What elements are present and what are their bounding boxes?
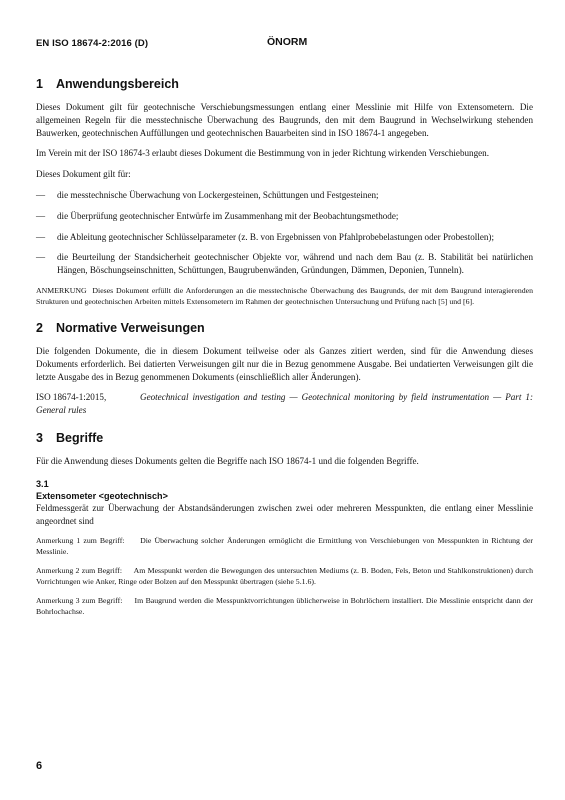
term-definition: Feldmessgerät zur Überwachung der Abstandsänderungen zwischen zwei oder mehreren Messpunkten, die entlang einer Messlinie angeordnet sind xyxy=(36,502,533,526)
term-note xyxy=(36,535,533,557)
dash-bullet: — xyxy=(36,210,46,221)
section-number: 2 xyxy=(36,320,43,335)
list-item: — die Überprüfung geotechnischer Entwürfe im Zusammenhang mit der Beobachtungsmethode; xyxy=(36,210,399,221)
paragraph: Für die Anwendung dieses Dokuments gelten die Begriffe nach ISO 18674-1 und die folgenden Begriffe. xyxy=(36,455,419,466)
term-note-text: Im Baugrund werden die Messpunktvorrichtungen üblicherweise in Bohrlöchern installiert. Die Messlinie entspricht dann der Bohrlochachse. xyxy=(36,596,533,617)
term-number: 3.1 xyxy=(36,478,49,489)
page-number: 6 xyxy=(36,760,43,772)
dash-bullet: — xyxy=(36,252,46,263)
section-3-heading xyxy=(36,431,533,445)
term-note xyxy=(36,595,533,617)
section-title: Normative Verweisungen xyxy=(56,320,205,335)
term: Extensometer <geotechnisch> xyxy=(36,490,168,501)
document-id: EN ISO 18674-2:2016 (D) xyxy=(36,38,149,49)
reference-title: Geotechnical investigation and testing — Geotechnical monitoring by field instrumentation — Part 1: General rules xyxy=(36,392,533,416)
section-title: Begriffe xyxy=(56,430,104,445)
dash-bullet: — xyxy=(36,189,46,200)
section-title: Anwendungsbereich xyxy=(56,77,179,91)
publisher-label: ÖNORM xyxy=(267,36,308,48)
note-label: ANMERKUNG xyxy=(36,285,87,295)
list-item: — die Beurteilung der Standsicherheit geotechnischer Objekte vor, während und nach dem Bau (z. B. Stabilität bei natürlichen Hängen, Böschungseinschnitten, Schüttungen, Baugrubenwänden, Gründungen, Dämmen, Deponien, Tunneln). xyxy=(36,252,533,276)
term-note-text: Am Messpunkt werden die Bewegungen des untersuchten Mediums (z. B. Boden, Fels, Beton und Stahlkonstruktionen) durch Vorrichtungen wie Anker, Ringe oder Bolzen auf den Messpunkt übertragen (siehe 5.1.6). xyxy=(36,566,534,587)
section-2-heading xyxy=(36,321,533,335)
term-note-label: Anmerkung 2 zum Begriff: xyxy=(36,566,123,576)
paragraph: Dieses Dokument gilt für: xyxy=(36,169,131,180)
note-text: Dieses Dokument erfüllt die Anforderungen an die messtechnische Überwachung des Baugrunds, der mit dem Baugrund interagierenden Strukturen und geotechnischen Arbeiten mittels Extensometern im Rahmen der geotechnischen Untersuchung und Prüfung nach [5] und [6]. xyxy=(36,285,533,306)
normative-reference xyxy=(36,391,533,417)
note xyxy=(36,285,533,307)
section-number: 3 xyxy=(36,430,43,445)
section-1-heading xyxy=(36,77,533,91)
list-item: — die messtechnische Überwachung von Lockergesteinen, Schüttungen und Festgesteinen; xyxy=(36,189,379,200)
term-note-text: Die Überwachung solcher Änderungen ermöglicht die Ermittlung von Verschiebungen von Messpunkten in Richtung der Messlinie. xyxy=(36,536,533,557)
paragraph: Im Verein mit der ISO 18674-3 erlaubt dieses Dokument die Bestimmung von in jeder Richtung wirkenden Verschiebungen. xyxy=(36,148,489,159)
term-note xyxy=(36,565,533,587)
term-note-label: Anmerkung 3 zum Begriff: xyxy=(36,596,123,606)
reference-code: ISO 18674-1:2015, xyxy=(36,392,107,403)
section-number: 1 xyxy=(36,77,43,91)
page-body xyxy=(36,77,533,617)
paragraph: Dieses Dokument gilt für geotechnische Verschiebungsmessungen entlang einer Messlinie mit Hilfe von Extensometern. Die allgemeinen Regeln für die messtechnische Überwachung des Baugrunds, den mit dem Baugrund in Wechselwirkung stehenden Bauwerken, geotechnischen Auffüllungen und geotechnischen Bauarbeiten sind in ISO 18674-1 angegeben. xyxy=(36,102,533,138)
term-note-label: Anmerkung 1 zum Begriff: xyxy=(36,536,125,546)
paragraph: Die folgenden Dokumente, die in diesem Dokument teilweise oder als Ganzes zitiert werden, sind für die Anwendung dieses Dokuments erforderlich. Bei datierten Verweisungen gilt nur die in Bezug genommene Ausgabe. Bei undatierten Verweisungen gilt die letzte Ausgabe des in Bezug genommenen Dokuments (einschließlich aller Änderungen). xyxy=(36,345,533,382)
list-item: — die Ableitung geotechnischer Schlüsselparameter (z. B. von Ergebnissen von Pfahlprobebelastungen oder Probestollen); xyxy=(36,231,494,242)
dash-bullet: — xyxy=(36,231,46,242)
